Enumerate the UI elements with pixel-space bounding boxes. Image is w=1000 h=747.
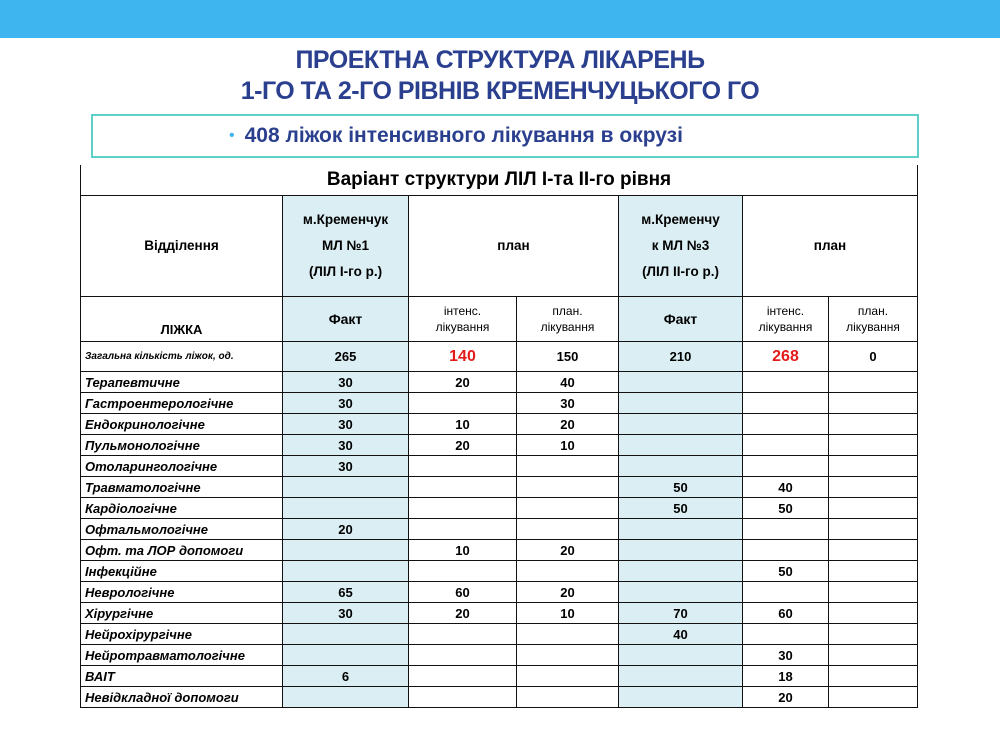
cell-p2 xyxy=(829,498,918,519)
table-row xyxy=(81,414,918,435)
table-row xyxy=(81,540,918,561)
row-department-name: Неврологічне xyxy=(81,582,283,603)
header-intens-1 xyxy=(409,297,517,342)
header-ml3-line3: (ЛІЛ ІІ-го р.) xyxy=(642,264,719,279)
cell-i1 xyxy=(409,687,517,708)
table-row xyxy=(81,477,918,498)
table-row xyxy=(81,498,918,519)
cell-i1 xyxy=(409,666,517,687)
table-row xyxy=(81,435,918,456)
table-row xyxy=(81,456,918,477)
header-planned-2-a: план. xyxy=(857,304,889,318)
cell-f2 xyxy=(619,687,743,708)
cell-f1 xyxy=(283,687,409,708)
cell-p1 xyxy=(517,687,619,708)
cell-f1 xyxy=(283,561,409,582)
cell-f2: 50 xyxy=(619,498,743,519)
table-row xyxy=(81,624,918,645)
row-department-name: Гастроентерологічне xyxy=(81,393,283,414)
cell-f2 xyxy=(619,414,743,435)
cell-i2: 50 xyxy=(743,561,829,582)
cell-f2 xyxy=(619,582,743,603)
beds-structure-table xyxy=(80,165,918,708)
title-line-1: ПРОЕКТНА СТРУКТУРА ЛІКАРЕНЬ xyxy=(295,46,705,74)
cell-i2: 40 xyxy=(743,477,829,498)
cell-i2 xyxy=(743,372,829,393)
header-department: Відділення xyxy=(81,196,283,297)
row-department-name: Офт. та ЛОР допомоги xyxy=(81,540,283,561)
cell-f1: 30 xyxy=(283,372,409,393)
cell-i1: 10 xyxy=(409,540,517,561)
cell-p1: 40 xyxy=(517,372,619,393)
title-line-2: 1-ГО ТА 2-ГО РІВНІВ КРЕМЕНЧУЦЬКОГО ГО xyxy=(240,77,760,105)
cell-f1: 65 xyxy=(283,582,409,603)
row-department-name: Невідкладної допомоги xyxy=(81,687,283,708)
cell-i2: 18 xyxy=(743,666,829,687)
header-beds: ЛІЖКА xyxy=(81,297,283,342)
cell-p1 xyxy=(517,645,619,666)
table-row xyxy=(81,687,918,708)
header-planned-1-b: лікування xyxy=(540,320,595,334)
cell-p2 xyxy=(829,456,918,477)
table-row xyxy=(81,342,918,372)
cell-i2 xyxy=(743,540,829,561)
cell-p1 xyxy=(517,519,619,540)
cell-p2: 0 xyxy=(829,342,918,372)
cell-p2 xyxy=(829,393,918,414)
cell-i2 xyxy=(743,582,829,603)
table-row xyxy=(81,561,918,582)
cell-f1 xyxy=(283,624,409,645)
cell-f1: 6 xyxy=(283,666,409,687)
row-department-name: Офтальмологічне xyxy=(81,519,283,540)
row-department-name: Отоларингологічне xyxy=(81,456,283,477)
cell-i1: 60 xyxy=(409,582,517,603)
cell-f2 xyxy=(619,393,743,414)
cell-p1 xyxy=(517,561,619,582)
header-planned-1 xyxy=(517,297,619,342)
cell-p1: 20 xyxy=(517,582,619,603)
cell-i1 xyxy=(409,456,517,477)
subtitle-box xyxy=(91,114,919,158)
cell-i2: 20 xyxy=(743,687,829,708)
cell-p2 xyxy=(829,519,918,540)
cell-i1 xyxy=(409,645,517,666)
cell-f2 xyxy=(619,456,743,477)
cell-i2: 30 xyxy=(743,645,829,666)
header-ml3 xyxy=(619,196,743,297)
subtitle-text: 408 ліжок інтенсивного лікування в окрузі xyxy=(244,124,683,147)
cell-i2 xyxy=(743,624,829,645)
table-row xyxy=(81,603,918,624)
table-row xyxy=(81,645,918,666)
cell-i2 xyxy=(743,414,829,435)
cell-f1 xyxy=(283,645,409,666)
cell-i1: 10 xyxy=(409,414,517,435)
header-intens-1-b: лікування xyxy=(435,320,490,334)
cell-i1: 140 xyxy=(409,342,517,372)
cell-f2 xyxy=(619,561,743,582)
cell-i2 xyxy=(743,519,829,540)
row-department-name: Загальна кількість ліжок, од. xyxy=(81,342,283,372)
row-department-name: Хірургічне xyxy=(81,603,283,624)
cell-i1: 20 xyxy=(409,435,517,456)
cell-f2 xyxy=(619,540,743,561)
header-planned-2-b: лікування xyxy=(846,320,900,334)
header-intens-2-a: інтенс. xyxy=(766,304,805,318)
cell-p2 xyxy=(829,666,918,687)
bullet-icon: • xyxy=(229,127,235,144)
row-department-name: Травматологічне xyxy=(81,477,283,498)
row-department-name: ВАІТ xyxy=(81,666,283,687)
header-fact-1: Факт xyxy=(283,297,409,342)
table-row xyxy=(81,393,918,414)
top-accent-bar xyxy=(0,0,1000,38)
header-ml1-line1: м.Кременчук xyxy=(302,212,389,227)
cell-i1 xyxy=(409,624,517,645)
cell-p1: 20 xyxy=(517,414,619,435)
cell-i1 xyxy=(409,498,517,519)
cell-p2 xyxy=(829,435,918,456)
cell-p1 xyxy=(517,477,619,498)
cell-p1 xyxy=(517,498,619,519)
cell-f2 xyxy=(619,666,743,687)
cell-i2: 268 xyxy=(743,342,829,372)
cell-f1: 30 xyxy=(283,414,409,435)
header-ml1 xyxy=(283,196,409,297)
cell-i1 xyxy=(409,393,517,414)
cell-p1 xyxy=(517,456,619,477)
row-department-name: Нейротравматологічне xyxy=(81,645,283,666)
row-department-name: Кардіологічне xyxy=(81,498,283,519)
row-department-name: Ендокринологічне xyxy=(81,414,283,435)
cell-f2 xyxy=(619,645,743,666)
header-ml3-line2: к МЛ №3 xyxy=(651,238,710,253)
cell-f1: 30 xyxy=(283,393,409,414)
cell-i2: 50 xyxy=(743,498,829,519)
cell-p2 xyxy=(829,477,918,498)
cell-p2 xyxy=(829,624,918,645)
header-intens-2-b: лікування xyxy=(758,320,813,334)
cell-i1 xyxy=(409,561,517,582)
cell-f1 xyxy=(283,477,409,498)
table-caption: Варіант структури ЛІЛ І-та ІІ-го рівня xyxy=(81,165,918,196)
cell-f2 xyxy=(619,435,743,456)
cell-p2 xyxy=(829,540,918,561)
table-row xyxy=(81,372,918,393)
table-row xyxy=(81,582,918,603)
cell-i1 xyxy=(409,519,517,540)
cell-p2 xyxy=(829,414,918,435)
header-ml1-line3: (ЛІЛ І-го р.) xyxy=(308,264,383,279)
cell-p1: 150 xyxy=(517,342,619,372)
cell-p1: 10 xyxy=(517,435,619,456)
row-department-name: Терапевтичне xyxy=(81,372,283,393)
cell-p2 xyxy=(829,687,918,708)
cell-f1: 20 xyxy=(283,519,409,540)
header-ml3-line1: м.Кременчу xyxy=(641,212,720,227)
header-ml1-line2: МЛ №1 xyxy=(321,238,370,253)
cell-f2 xyxy=(619,519,743,540)
cell-f2: 40 xyxy=(619,624,743,645)
cell-i2 xyxy=(743,435,829,456)
cell-f1: 30 xyxy=(283,435,409,456)
cell-i1 xyxy=(409,477,517,498)
cell-f1: 265 xyxy=(283,342,409,372)
cell-f2: 70 xyxy=(619,603,743,624)
cell-f2: 210 xyxy=(619,342,743,372)
cell-p1 xyxy=(517,666,619,687)
header-plan-1: план xyxy=(409,196,619,297)
row-department-name: Нейрохірургічне xyxy=(81,624,283,645)
cell-f1: 30 xyxy=(283,603,409,624)
header-intens-2 xyxy=(743,297,829,342)
header-planned-1-a: план. xyxy=(552,304,583,318)
cell-p2 xyxy=(829,603,918,624)
cell-i2 xyxy=(743,393,829,414)
row-department-name: Пульмонологічне xyxy=(81,435,283,456)
cell-i1: 20 xyxy=(409,372,517,393)
cell-f1 xyxy=(283,498,409,519)
cell-i2 xyxy=(743,456,829,477)
table-row xyxy=(81,519,918,540)
cell-p1: 10 xyxy=(517,603,619,624)
cell-p1: 30 xyxy=(517,393,619,414)
cell-p2 xyxy=(829,582,918,603)
header-planned-2 xyxy=(829,297,918,342)
cell-i2: 60 xyxy=(743,603,829,624)
cell-f2: 50 xyxy=(619,477,743,498)
cell-p1: 20 xyxy=(517,540,619,561)
cell-f2 xyxy=(619,372,743,393)
row-department-name: Інфекційне xyxy=(81,561,283,582)
cell-p2 xyxy=(829,561,918,582)
cell-p2 xyxy=(829,645,918,666)
header-intens-1-a: інтенс. xyxy=(443,304,482,318)
cell-p2 xyxy=(829,372,918,393)
cell-f1 xyxy=(283,540,409,561)
header-fact-2: Факт xyxy=(619,297,743,342)
header-plan-2: план xyxy=(743,196,918,297)
slide-title xyxy=(0,45,1000,107)
cell-i1: 20 xyxy=(409,603,517,624)
cell-p1 xyxy=(517,624,619,645)
cell-f1: 30 xyxy=(283,456,409,477)
table-row xyxy=(81,666,918,687)
